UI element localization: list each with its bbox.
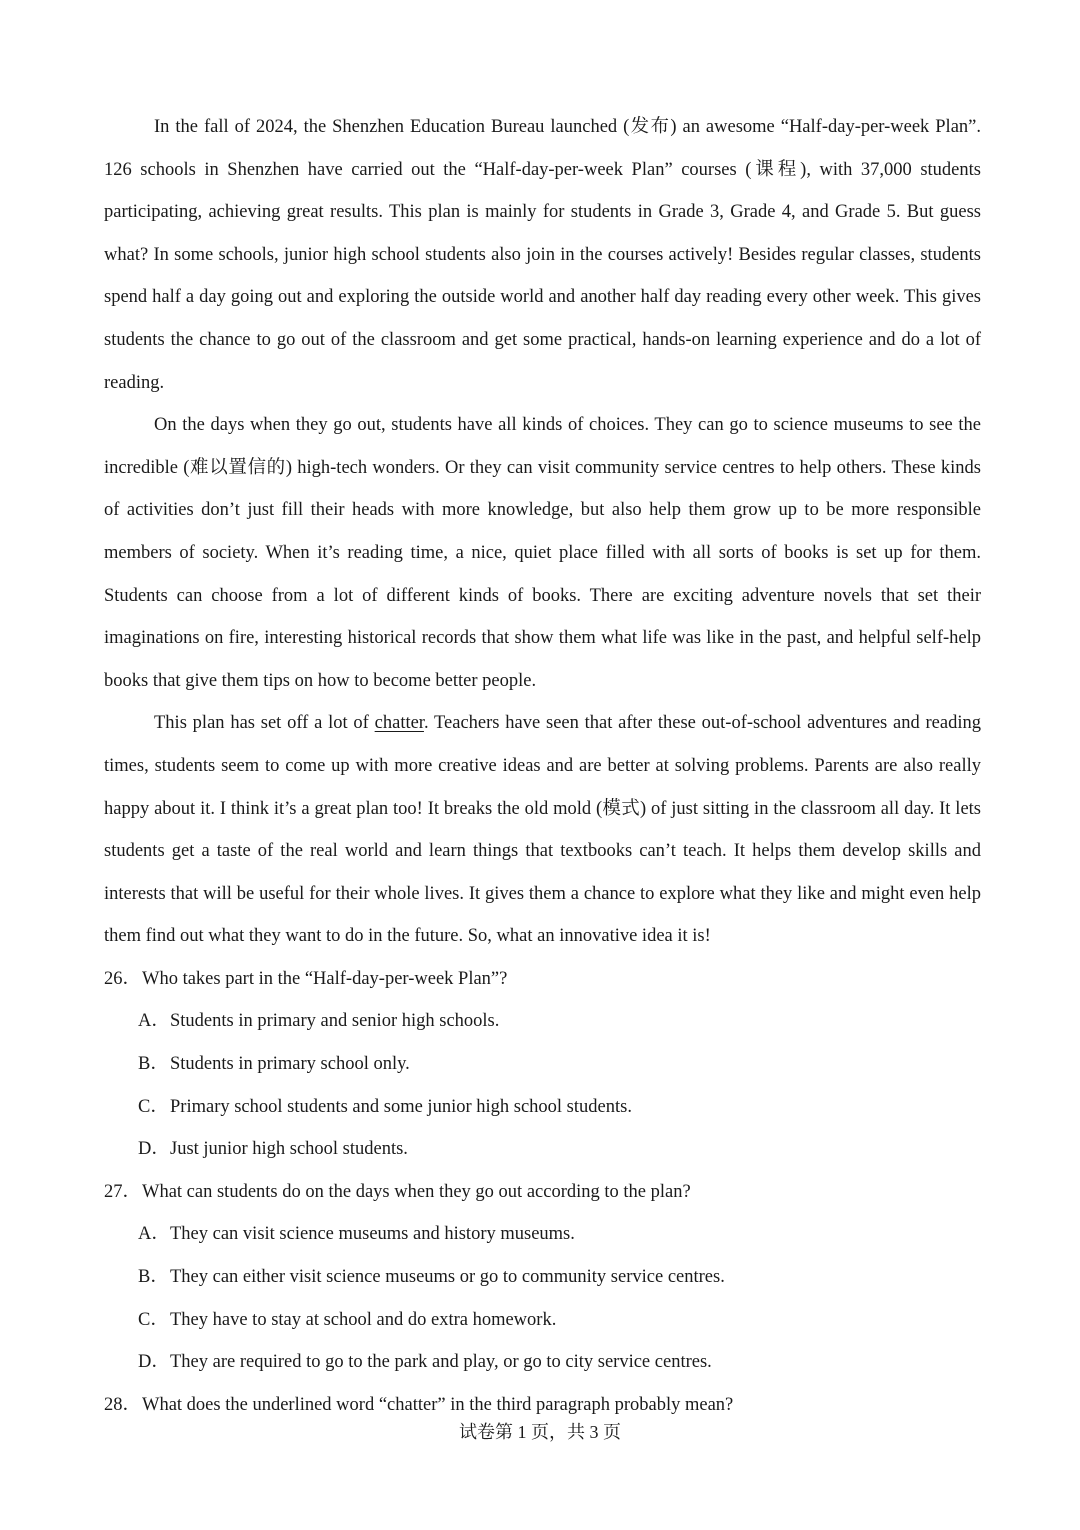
passage-paragraph-1: In the fall of 2024, the Shenzhen Education Bureau launched (发布) an awesome “Half-day-per-week Plan”. 126 schools in Shenzhen have carried out the “Half-day-per-week Plan” courses (课程), with 37,000 students participating, achieving great results. This plan is mainly for students in Grade 3, Grade 4, and Grade 5. But guess what? In some schools, junior high school students also join in the courses actively! Besides regular classes, students spend half a day going out and exploring the outside world and another half day reading every other week. This gives students the chance to go out of the classroom and get some practical, hands-on learning experience and do a lot of reading. — [104, 117, 981, 393]
option-label: C． — [138, 1309, 169, 1330]
paragraph-3-text-end: . Teachers have seen that after these out-of-school adventures and reading times, students seem to come up with more creative ideas and are better at solving problems. Parents are also really happy about it. I think it’s a great plan too! It breaks the old mold (模式) of just sitting in the classroom all day. It lets students get a taste of the real world and learn things that textbooks can’t teach. It helps them develop skills and interests that will be useful for their whole lives. It gives them a chance to explore what they like and might even help them find out what they want to do in the future. So, what an innovative idea it is! — [104, 713, 981, 947]
page-footer: 试卷第 1 页，共 3 页 — [459, 1422, 621, 1442]
option-c — [138, 1299, 981, 1342]
option-text: They are required to go to the park and play, or go to city service centres. — [170, 1352, 712, 1373]
option-label: A． — [138, 1011, 170, 1032]
passage-paragraph-3 — [104, 702, 981, 958]
option-d — [138, 1341, 981, 1384]
option-text: Primary school students and some junior high school students. — [170, 1096, 632, 1117]
option-b — [138, 1043, 981, 1086]
paragraph-3-text-start: This plan has set off a lot of — [154, 713, 375, 734]
option-b — [138, 1256, 981, 1299]
option-d — [138, 1128, 981, 1171]
option-label: B． — [138, 1267, 169, 1288]
question-text: Who takes part in the “Half-day-per-week Plan”? — [142, 968, 508, 989]
option-label: D． — [138, 1139, 170, 1160]
question-27 — [104, 1171, 981, 1384]
question-stem — [104, 958, 981, 1001]
question-number: 28． — [104, 1394, 142, 1415]
option-label: B． — [138, 1054, 169, 1075]
exam-page — [104, 106, 981, 1426]
underlined-word-chatter: chatter — [374, 713, 424, 734]
question-text: What does the underlined word “chatter” in the third paragraph probably mean? — [142, 1394, 734, 1415]
option-label: C． — [138, 1096, 169, 1117]
option-text: They can either visit science museums or go to community service centres. — [170, 1267, 725, 1288]
option-c — [138, 1086, 981, 1129]
question-number: 26． — [104, 968, 142, 989]
question-26 — [104, 958, 981, 1171]
option-text: They can visit science museums and history museums. — [170, 1224, 575, 1245]
passage-paragraph-2: On the days when they go out, students have all kinds of choices. They can go to science museums to see the incredible (难以置信的) high-tech wonders. Or they can visit community service centres to help others. These kinds of activities don’t just fill their heads with more knowledge, but also help them grow up to be more responsible members of society. When it’s reading time, a nice, quiet place filled with all sorts of books is set up for them. Students can choose from a lot of different kinds of books. There are exciting adventure novels that set their imaginations on fire, interesting historical records that show them what life was like in the past, and helpful self-help books that give them tips on how to become better people. — [104, 415, 981, 691]
option-text: Students in primary and senior high schools. — [170, 1011, 500, 1032]
option-label: D． — [138, 1352, 170, 1373]
option-a — [138, 1000, 981, 1043]
question-number: 27． — [104, 1181, 142, 1202]
question-text: What can students do on the days when they go out according to the plan? — [142, 1181, 691, 1202]
option-text: Students in primary school only. — [170, 1054, 410, 1075]
option-text: They have to stay at school and do extra homework. — [170, 1309, 557, 1330]
question-stem — [104, 1171, 981, 1214]
option-a — [138, 1213, 981, 1256]
option-label: A． — [138, 1224, 170, 1245]
option-text: Just junior high school students. — [170, 1139, 408, 1160]
